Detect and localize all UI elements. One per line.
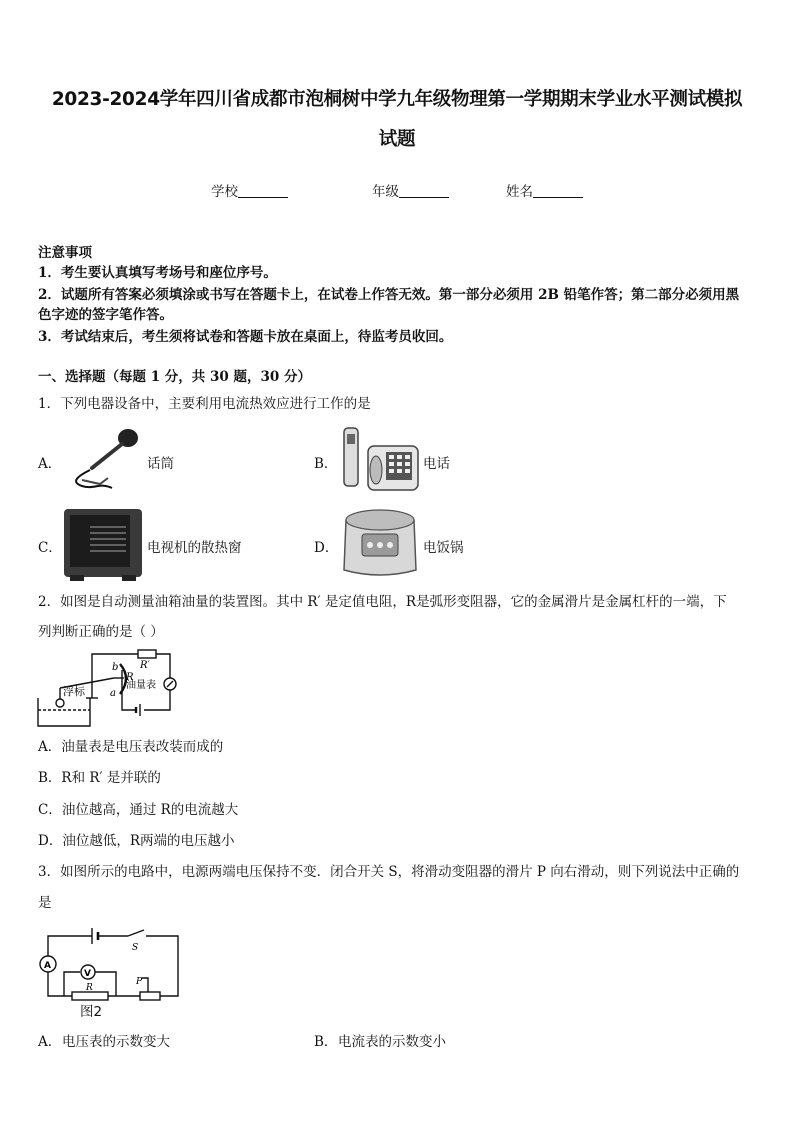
q1-option-b-text: 电话	[423, 456, 450, 472]
q1-option-a-text: 话筒	[147, 456, 174, 472]
q3-option-a-letter[interactable]: A．	[38, 1034, 62, 1050]
school-field[interactable]	[211, 180, 288, 200]
school-label: 学校	[211, 184, 238, 200]
section-heading: 一、选择题（每题 1 分，共 30 题，30 分）	[38, 369, 311, 385]
name-blank[interactable]	[533, 183, 583, 198]
q3-option-b-letter[interactable]: B．	[314, 1034, 338, 1050]
meter-label: 油量表	[126, 680, 156, 691]
notice-item: 色字迹的签字笔作答。	[38, 307, 173, 323]
q1-option-b-letter[interactable]: B．	[314, 456, 338, 472]
q1-option-c-letter[interactable]: C．	[38, 540, 62, 556]
microphone-icon	[60, 424, 146, 494]
oil-gauge-diagram	[36, 648, 178, 730]
circuit-diagram	[36, 922, 184, 1004]
r-prime-label: R′	[140, 660, 150, 671]
q1-stem: 1．下列电器设备中，主要利用电流热效应进行工作的是	[38, 396, 371, 412]
exam-title-line1: 2023-2024学年四川省成都市泡桐树中学九年级物理第一学期期末学业水平测试模拟	[51, 89, 743, 110]
exam-title-line2: 试题	[378, 129, 416, 150]
grade-blank[interactable]	[399, 183, 449, 198]
voltmeter-label: V	[84, 969, 91, 979]
a-label: a	[110, 688, 116, 699]
resistor-label: R	[86, 983, 93, 993]
ammeter-label: A	[44, 961, 51, 971]
q3-stem-line2: 是	[38, 895, 52, 911]
q2-option-d[interactable]: D．油位越低，R两端的电压越小	[38, 833, 235, 849]
b-label: b	[112, 662, 119, 673]
school-blank[interactable]	[238, 183, 288, 198]
name-field[interactable]	[506, 180, 583, 200]
name-label: 姓名	[506, 184, 533, 200]
float-label: 浮标	[63, 685, 85, 698]
television-icon	[60, 503, 146, 583]
figure-caption: 图2	[80, 1004, 103, 1020]
q1-option-c-text: 电视机的散热窗	[147, 540, 242, 556]
q2-option-a[interactable]: A．油量表是电压表改装而成的	[38, 739, 224, 755]
telephone-icon	[336, 422, 422, 496]
slider-label: P	[136, 977, 143, 987]
q1-option-d-letter[interactable]: D．	[314, 540, 339, 556]
q2-stem-line2: 列判断正确的是（ ）	[38, 624, 164, 640]
notice-item: 2．试题所有答案必须填涂或书写在答题卡上，在试卷上作答无效。第一部分必须用 2B 铅笔作答；第二部分必须用黑	[38, 287, 740, 303]
q2-stem-line1: 2．如图是自动测量油箱油量的装置图。其中 R′ 是定值电阻，R是弧形变阻器，它的金属滑片是金属杠杆的一端，下	[38, 594, 727, 610]
q1-option-d-text: 电饭锅	[423, 540, 464, 556]
r-label: R	[126, 672, 134, 683]
notice-item: 3．考试结束后，考生须将试卷和答题卡放在桌面上，待监考员收回。	[38, 329, 453, 345]
grade-label: 年级	[372, 184, 399, 200]
q2-option-b[interactable]: B．R和 R′ 是并联的	[38, 770, 161, 786]
rice-cooker-icon	[338, 500, 422, 582]
q3-option-a-text: 电压表的示数变大	[62, 1034, 170, 1050]
q2-option-c[interactable]: C．油位越高，通过 R的电流越大	[38, 802, 239, 818]
q3-option-b-text: 电流表的示数变小	[338, 1034, 446, 1050]
grade-field[interactable]	[372, 180, 449, 200]
q3-stem-line1: 3．如图所示的电路中，电源两端电压保持不变．闭合开关 S，将滑动变阻器的滑片 P 向右滑动，则下列说法中正确的	[38, 864, 740, 880]
switch-label: S	[132, 943, 139, 953]
notice-item: 1．考生要认真填写考场号和座位序号。	[38, 265, 277, 281]
q1-option-a-letter[interactable]: A．	[38, 456, 62, 472]
notice-heading: 注意事项	[38, 245, 92, 261]
